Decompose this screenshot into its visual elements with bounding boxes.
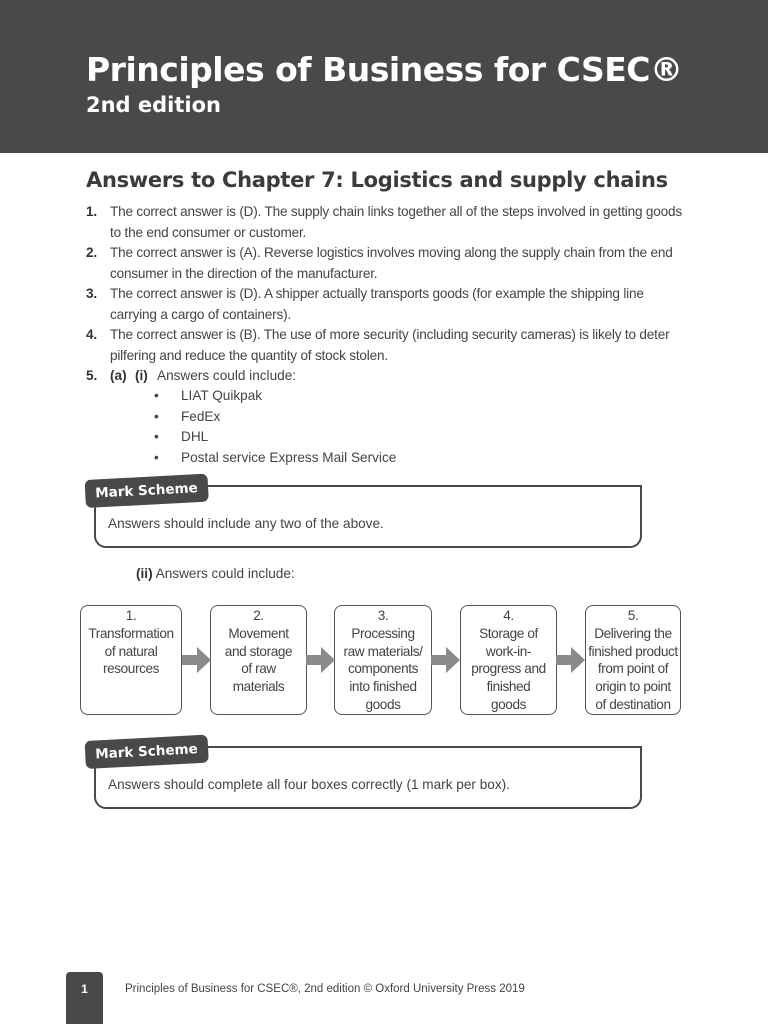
part-ii	[136, 566, 295, 581]
answer-text: The correct answer is (A). Reverse logistics involves moving along the supply chain from the end consumer in the direction of the manufacturer.	[110, 245, 673, 281]
flow-step-number: 5.	[627, 608, 639, 623]
flow-box-2	[210, 605, 307, 715]
answer-text: The correct answer is (D). The supply chain links together all of the steps involved in getting goods to the end consumer or customer.	[110, 204, 682, 240]
answer-item	[86, 284, 686, 325]
part-i-intro: Answers could include:	[157, 368, 297, 383]
list-item-text: LIAT Quikpak	[181, 388, 263, 403]
flow-step-text: raw materials/	[343, 643, 423, 659]
flow-box-4	[460, 605, 557, 715]
flow-step-text: into finished	[349, 679, 417, 695]
flow-step-text: goods	[365, 696, 401, 712]
flow-step-text: Processing	[351, 625, 415, 641]
mark-scheme-tab: Mark Scheme	[85, 474, 209, 508]
right-arrow-icon	[182, 646, 212, 674]
answer-text: The correct answer is (D). A shipper actually transports goods (for example the shipping line carrying a cargo of containers).	[110, 286, 644, 322]
list-item	[154, 427, 396, 448]
flow-box-5	[585, 605, 681, 715]
page-header	[0, 0, 768, 153]
answer-item	[86, 325, 686, 366]
bullet-icon: •	[154, 429, 159, 444]
flow-step-text: from point of	[597, 661, 669, 677]
flow-step-text: resources	[102, 661, 160, 677]
page-number-tab	[66, 972, 103, 1024]
flow-step-text: Storage of	[479, 625, 538, 641]
flow-step-text: finished	[486, 679, 531, 695]
answer-number: 1.	[86, 204, 97, 219]
page-number: 1	[81, 982, 88, 996]
bullet-icon: •	[154, 449, 159, 465]
mark-scheme-text: Answers should complete all four boxes correctly (1 mark per box).	[108, 777, 510, 792]
flow-step-text: Transformation	[88, 625, 174, 641]
footer-copyright: Principles of Business for CSEC®, 2nd edition © Oxford University Press 2019	[125, 983, 525, 995]
right-arrow-icon	[556, 646, 586, 674]
list-item	[154, 407, 396, 428]
mark-scheme-tab: Mark Scheme	[85, 735, 209, 769]
right-arrow-icon	[306, 646, 336, 674]
flow-step-number: 2.	[253, 608, 264, 623]
answer-item	[86, 243, 686, 284]
book-title: Principles of Business for CSEC®	[86, 50, 683, 89]
bullet-icon: •	[154, 388, 159, 403]
flow-box-1	[80, 605, 182, 715]
flow-step-text: components	[347, 661, 419, 677]
list-item-text: FedEx	[181, 408, 221, 424]
flow-step-text: Movement	[228, 625, 289, 641]
answer-number: 2.	[86, 245, 97, 260]
list-item-text: Postal service Express Mail Service	[181, 449, 397, 465]
chapter-title: Answers to Chapter 7: Logistics and supply chains	[86, 168, 668, 192]
flow-step-text: Delivering the	[594, 625, 672, 641]
right-arrow-icon	[431, 646, 461, 674]
book-edition: 2nd edition	[86, 93, 221, 117]
flow-box-3	[334, 605, 432, 715]
answer-text: The correct answer is (B). The use of more security (including security cameras) is likely to deter pilfering and reduce the quantity of stock stolen.	[110, 327, 670, 363]
flow-step-number: 1.	[125, 608, 137, 623]
bullet-icon: •	[154, 408, 159, 424]
answers-list	[86, 202, 686, 366]
flow-step-text: and storage	[224, 643, 293, 659]
flow-step-text: of raw	[241, 661, 276, 677]
flow-step-text: of natural	[104, 643, 158, 659]
flow-step-text: finished product	[588, 643, 678, 659]
list-item	[154, 386, 396, 407]
flow-step-text: work-in-	[485, 643, 532, 659]
part-ii-intro: Answers could include:	[155, 566, 295, 581]
part-a-label: (a)	[110, 368, 127, 383]
flow-step-text: goods	[490, 696, 527, 712]
flow-step-text: materials	[232, 679, 285, 695]
list-item	[154, 448, 396, 469]
flow-step-text: origin to point	[595, 679, 671, 695]
mark-scheme-text: Answers should include any two of the above.	[108, 516, 384, 531]
answer-item	[86, 202, 686, 243]
flow-step-number: 3.	[377, 608, 389, 623]
answer-number: 4.	[86, 327, 97, 342]
flow-step-text: progress and	[471, 661, 546, 677]
flow-step-text: of destination	[595, 696, 671, 712]
part-i-label: (i)	[135, 368, 148, 383]
answer-number: 3.	[86, 286, 97, 301]
part-ii-label: (ii)	[136, 566, 153, 581]
answer-number: 5.	[86, 368, 98, 383]
flow-step-number: 4.	[503, 608, 514, 623]
bullet-list	[154, 386, 396, 468]
list-item-text: DHL	[181, 429, 209, 444]
